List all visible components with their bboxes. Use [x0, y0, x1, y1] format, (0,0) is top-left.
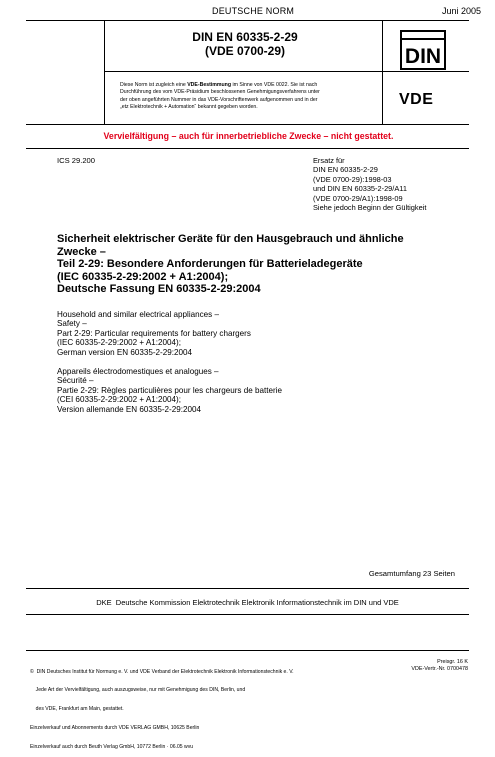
- title-german-line: Teil 2-29: Besondere Anforderungen für Batterieladegeräte: [57, 258, 363, 271]
- vde-note-line: Durchführung des vom VDE-Präsidium beschlossenen Genehmigungsverfahrens unter: [120, 89, 320, 96]
- price-group: Preisgr. 16 K: [437, 659, 468, 665]
- vde-note-line-a: Diese Norm ist zugleich eine: [120, 82, 188, 88]
- copyright-footer: [30, 656, 400, 757]
- replacement-line: Ersatz für: [313, 156, 345, 165]
- divider-header-bottom: [26, 124, 469, 125]
- divider-top: [26, 20, 469, 21]
- footer-line: Jede Art der Vervielfältigung, auch auszugsweise, nur mit Genehmigung des DIN, Berlin, und: [30, 687, 246, 694]
- title-german-line: Sicherheit elektrischer Geräte für den Hausgebrauch und ähnliche: [57, 233, 404, 245]
- standard-number: DIN EN 60335-2-29: [192, 30, 298, 44]
- replacement-line: (VDE 0700-29/A1):1998-09: [313, 193, 403, 203]
- title-french-line: Version allemande EN 60335-2-29:2004: [57, 404, 201, 414]
- divider-warning: [26, 148, 469, 149]
- replacement-info: [313, 156, 463, 212]
- vde-note-line: [120, 82, 372, 89]
- footer-line: © DIN Deutsches Institut für Normung e. V. und VDE Verband der Elektrotechnik Elektronik Informationstechnik e. V.: [30, 668, 294, 675]
- header-date: Juni 2005: [442, 6, 482, 16]
- header-series: DEUTSCHE NORM: [212, 6, 295, 16]
- vde-note: [120, 82, 372, 112]
- divider-dke-top: [26, 588, 469, 589]
- din-logo-text: DIN: [404, 45, 442, 68]
- title-german: [57, 233, 452, 296]
- title-english-line: German version EN 60335-2-29:2004: [57, 347, 192, 357]
- vde-note-line-b: VDE-Bestimmung: [187, 82, 231, 88]
- title-german-line: (IEC 60335-2-29:2002 + A1:2004);: [57, 270, 229, 283]
- title-english-line: Part 2-29: Particular requirements for battery chargers: [57, 328, 251, 338]
- title-german-line: Deutsche Fassung EN 60335-2-29:2004: [57, 283, 261, 296]
- standard-vde-number: (VDE 0700-29): [204, 44, 286, 58]
- vde-note-line-c: im Sinne von VDE 0022. Sie ist nach: [231, 82, 318, 88]
- footer-line: des VDE, Frankfurt am Main, gestattet.: [30, 706, 124, 713]
- replacement-line: und DIN EN 60335-2-29/A11: [313, 184, 407, 194]
- din-logo: [400, 30, 446, 70]
- ics-code: ICS 29.200: [57, 156, 95, 165]
- title-english: [57, 310, 437, 357]
- divider-header-mid: [104, 71, 469, 72]
- divider-vertical-left: [104, 20, 105, 124]
- replacement-line: (VDE 0700-29):1998-03: [313, 174, 392, 184]
- footer-line: Einzelverkauf auch durch Beuth Verlag GmbH, 10772 Berlin · 06.05 wvu: [30, 744, 194, 751]
- total-pages: Gesamtumfang 23 Seiten: [368, 569, 455, 578]
- vde-note-line: der oben angeführten Nummer in das VDE-Vorschriftenwerk aufgenommen und in der: [120, 96, 318, 103]
- title-english-line: Household and similar electrical appliances –: [57, 310, 219, 319]
- replacement-line: Siehe jedoch Beginn der Gültigkeit: [313, 203, 427, 213]
- divider-vertical-right: [382, 20, 383, 124]
- price-info: [410, 659, 468, 672]
- title-english-line: (IEC 60335-2-29:2002 + A1:2004);: [57, 338, 181, 348]
- replacement-line: DIN EN 60335-2-29: [313, 165, 378, 175]
- dke-commission: DKE Deutsche Kommission Elektrotechnik Elektronik Informationstechnik im DIN und VDE: [96, 598, 399, 607]
- divider-dke-bottom: [26, 614, 469, 615]
- title-french-line: Sécurité –: [57, 376, 94, 386]
- copy-warning: Vervielfältigung – auch für innerbetriebliche Zwecke – nicht gestattet.: [103, 131, 394, 141]
- title-german-line: Zwecke –: [57, 245, 106, 258]
- vde-logo: VDE: [399, 91, 434, 108]
- title-english-line: Safety –: [57, 319, 87, 329]
- divider-footer: [26, 650, 469, 651]
- title-french-line: (CEI 60335-2-29:2002 + A1:2004);: [57, 395, 181, 405]
- vde-order-number: VDE-Vertr.-Nr. 0700478: [411, 665, 468, 672]
- title-french: [57, 367, 437, 414]
- title-french-line: Partie 2-29: Règles particulières pour les chargeurs de batterie: [57, 385, 282, 395]
- footer-line: Einzelverkauf und Abonnements durch VDE VERLAG GMBH, 10625 Berlin: [30, 725, 200, 732]
- title-french-line: Appareils électrodomestiques et analogues –: [57, 367, 219, 376]
- vde-note-line: „etz Elektrotechnik + Automation“ bekannt gegeben worden.: [120, 104, 258, 111]
